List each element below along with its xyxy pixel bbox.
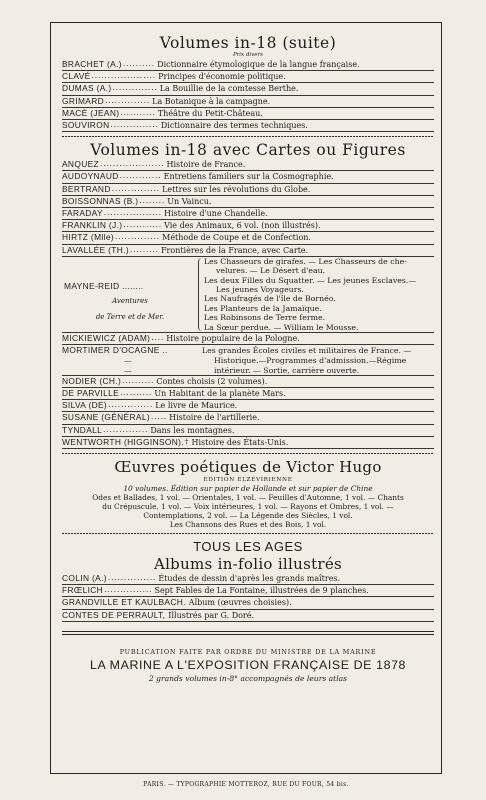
list-item (62, 585, 434, 597)
book-title: Études de dessin d'après les grands maîtres. (158, 573, 341, 583)
mayne-reid-label (62, 257, 198, 332)
book-title: Album (œuvres choisies). (188, 598, 292, 608)
title-line: Les deux Filles du Squatter. — Les jeunes Esclaves.— (204, 275, 417, 285)
title-line: La Sœur perdue. — William le Mousse. (204, 322, 359, 332)
book-title: La Botanique à la campagne. (152, 96, 271, 106)
list-item (62, 83, 434, 95)
edition-description: 10 volumes. Édition sur papier de Hollande et sur papier de Chine (123, 483, 373, 493)
mayne-reid-entry (62, 257, 434, 333)
leader-dots: .................... (91, 72, 157, 81)
author: CONTES DE PERRAULT, (62, 609, 166, 620)
list-item (62, 220, 434, 232)
ornamental-divider (62, 531, 434, 535)
author: COLIN (A.) (62, 572, 107, 583)
book-title: Méthode de Coupe et de Confection. (162, 233, 311, 243)
book-title: Principes d'économie politique. (158, 72, 286, 82)
title-line: Les Naufragés de l'île de Bornéo. (204, 294, 336, 304)
author (62, 345, 202, 356)
edition-label: ÉDITION ELZÉVIRIENNE (203, 476, 293, 483)
title-line: velures. — Le Désert d'eau. (216, 266, 326, 276)
book-title: Histoire des États-Unis. (191, 437, 289, 447)
leader-dots: ........ (139, 196, 166, 205)
ornamental-divider (62, 134, 434, 138)
author-name: MORTIMER D'OCAGNE (62, 345, 160, 356)
list-item (62, 437, 434, 449)
leader-dots: .......... (122, 60, 156, 68)
list-item (62, 425, 434, 437)
list-item (62, 376, 434, 388)
list-item (62, 184, 434, 196)
hugo-section (62, 458, 434, 529)
author: DE PARVILLE (62, 387, 120, 398)
mayne-reid-titles (204, 257, 434, 332)
list-item (62, 108, 434, 120)
volume-list-line: du Crépuscule, 1 vol. — Voix intérieures, 1 vol. — Rayons et Ombres, 1 vol. — (102, 501, 394, 511)
author: SUSANE (GÉNÉRAL) (62, 412, 150, 423)
book-title: Un Habitant de la planète Mars. (154, 388, 286, 398)
author: FRŒLICH (62, 585, 104, 596)
list-item (62, 610, 434, 622)
mortimer-entry (62, 345, 434, 375)
title-line: Les grandes Écoles civiles et militaires de France. — (202, 346, 412, 356)
leader-dots: ..... (150, 413, 168, 422)
book-title: Entretiens familiers sur la Cosmographie. (163, 172, 334, 182)
brace (198, 258, 202, 331)
list-item (62, 171, 434, 183)
dash: — (124, 365, 132, 375)
author: SILVA (DE) (62, 400, 108, 411)
section-title: Volumes in-18 avec Cartes ou Figures (90, 141, 406, 160)
leader-dots: .............. (105, 96, 151, 105)
leader-dots: ............ (123, 221, 163, 230)
book-title: Histoire de France. (166, 160, 246, 170)
section1-list (62, 59, 434, 132)
section-title: Œuvres poétiques de Victor Hugo (114, 457, 382, 476)
leader-dots: ........ (122, 280, 144, 291)
author: BRACHET (A.) (62, 59, 122, 69)
author: FARADAY (62, 208, 103, 219)
author: MACÉ (JEAN) (62, 107, 120, 118)
leader-dots: ......... (129, 245, 159, 254)
list-item (62, 333, 434, 345)
list-item (62, 208, 434, 220)
list-item (62, 120, 434, 132)
list-item (62, 388, 434, 400)
leader-dots: .............. (114, 233, 161, 242)
leader-dots: † (185, 437, 190, 446)
author: SOUVIRON (62, 120, 110, 131)
list-item (62, 245, 434, 257)
book-title: Illustrés par G. Doré. (168, 610, 255, 620)
book-title: Histoire d'une Chandelle. (163, 209, 268, 219)
book-title: Frontières de la France, avec Carte. (161, 245, 309, 255)
publication-title: LA MARINE A L'EXPOSITION FRANÇAISE DE 1878 (89, 657, 407, 672)
author: TYNDALL (62, 424, 103, 435)
title-line: Les Planteurs de la Jamaïque. (204, 303, 322, 313)
list-item (62, 232, 434, 244)
title-line: Les Robinsons de Terre ferme. (204, 313, 326, 323)
book-title: Dictionnaire des termes techniques. (160, 121, 308, 131)
catalog-page (62, 34, 434, 685)
section2-list (62, 159, 434, 449)
leader-dots: ............... (104, 586, 153, 595)
dash: — (124, 356, 132, 366)
volume-list-line: Contemplations, 2 vol. — La Légende des Siècles, 1 vol. (143, 510, 353, 520)
list-item (62, 597, 434, 609)
author: BOISSONNAS (B.) (62, 195, 139, 206)
book-title: Histoire populaire de la Pologne. (166, 334, 300, 344)
leader-dots: .......... (122, 376, 155, 385)
volume-list-line: Les Chansons des Rues et des Bois, 1 vol. (169, 519, 327, 529)
leader-dots: .... (151, 334, 165, 343)
list-item (62, 412, 434, 424)
publication-heading: PUBLICATION FAITE PAR ORDRE DU MINISTRE DE LA MARINE (119, 647, 377, 656)
book-title: Un Vaincu. (167, 196, 212, 206)
leader-dots: .............. (108, 401, 154, 410)
author: WENTWORTH (HIGGINSON). (62, 436, 184, 447)
book-title: Théâtre du Petit-Château. (157, 108, 263, 118)
leader-dots: .............. (103, 425, 149, 434)
series-label: de Terre et de Mer. (95, 312, 165, 321)
author: HIRTZ (Mlle) (62, 232, 114, 243)
book-title: Dictionnaire étymologique de la langue française. (157, 60, 360, 69)
albums-section (62, 539, 434, 622)
book-title: Sept Fables de La Fontaine, illustrées de 9 planches. (154, 586, 369, 596)
author: DUMAS (A.) (62, 83, 112, 94)
leader-dots: .................. (103, 209, 162, 218)
list-item (62, 400, 434, 412)
list-item (62, 71, 434, 83)
book-title: Contes choisis (2 volumes). (156, 376, 268, 386)
book-title: La Bouillie de la comtesse Berthe. (159, 84, 299, 94)
series-label: Aventures (112, 296, 148, 305)
author: NODIER (CH.) (62, 375, 122, 386)
volume-list-line: Odes et Ballades, 1 vol. — Orientales, 1 vol. — Feuilles d'Automne, 1 vol. — Chants (92, 492, 404, 502)
book-title: Le livre de Maurice. (155, 401, 238, 411)
author: ANQUEZ (62, 159, 99, 170)
leader-dots: .......... (120, 388, 153, 397)
book-title: Vie des Animaux, 6 vol. (non illustrés). (164, 221, 321, 231)
mortimer-titles (202, 345, 434, 374)
list-item (62, 573, 434, 585)
book-title: Dans les montagnes. (150, 425, 235, 435)
leader-dots: .................... (100, 160, 165, 169)
audience-heading: TOUS LES AGES (193, 538, 303, 554)
section-title: Volumes in-18 (suite) (159, 34, 337, 52)
leader-dots: .............. (112, 84, 158, 93)
title-line: Les Chasseurs de girafes. — Les Chasseurs de che- (204, 256, 407, 266)
author: BERTRAND (62, 183, 111, 194)
author (64, 282, 144, 291)
leader-dots: ............... (107, 573, 157, 582)
title-line: Les jeunes Voyageurs. (216, 285, 304, 295)
author: CLAVÉ (62, 71, 91, 82)
list-item (62, 159, 434, 171)
leader-dots: ............... (110, 121, 159, 130)
book-title: Lettres sur les révolutions du Globe. (162, 184, 311, 194)
printer-imprint: PARIS. — TYPOGRAPHIE MOTTEROZ, RUE DU FOUR, 54 bis. (143, 781, 349, 788)
double-rule (62, 631, 434, 635)
leader-dots: ............. (119, 172, 162, 181)
list-item (62, 196, 434, 208)
author: MICKIEWICZ (ADAM) (62, 333, 151, 344)
mortimer-label (62, 345, 202, 374)
author: LAVALLÉE (TH.) (62, 244, 129, 255)
leader-dots: .. (162, 345, 168, 356)
leader-dots: ............... (111, 184, 161, 193)
author: GRANDVILLE ET KAULBACH. (62, 597, 186, 608)
list-item (62, 96, 434, 108)
title-line: intérieur. — Sortie, carrière ouverte. (214, 365, 360, 375)
title-line: Historique.—Programmes d'admission.—Régime (214, 356, 407, 366)
publication-notice (62, 647, 434, 685)
author: AUDOYNAUD (62, 171, 119, 182)
book-title: Histoire de l'artillerie. (169, 413, 260, 423)
ornamental-divider (62, 451, 434, 455)
leader-dots: ........... (120, 108, 156, 117)
author-name: MAYNE-REID (64, 280, 120, 291)
section-subtitle: Prix divers (232, 52, 264, 58)
section-title: Albums in-folio illustrés (153, 554, 343, 573)
author: FRANKLIN (J.) (62, 220, 123, 231)
author: GRIMARD (62, 95, 104, 106)
publication-subtitle: 2 grands volumes in-8° accompagnés de leurs atlas (148, 673, 348, 683)
list-item (62, 59, 434, 71)
